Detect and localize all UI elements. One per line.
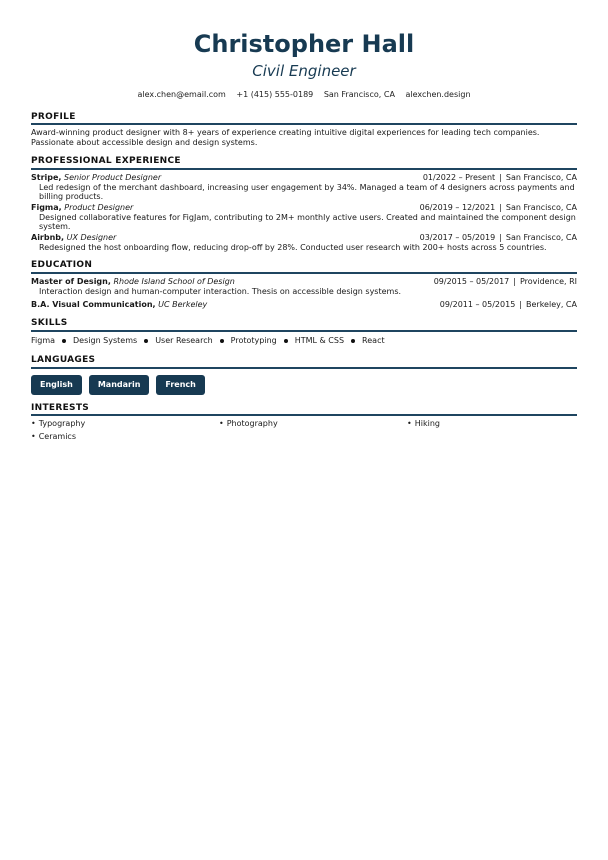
contact-phone: +1 (415) 555-0189 <box>236 90 314 99</box>
resume-header <box>31 0 577 100</box>
interest-item: • Ceramics <box>31 432 219 442</box>
bullet-icon <box>220 339 224 343</box>
skill-item: React <box>362 335 385 345</box>
interest-item: • Photography <box>219 419 407 429</box>
entry-dates: 01/2022 – Present <box>422 173 496 183</box>
entry-description: Led redesign of the merchant dashboard, increasing user engagement by 34%. Managed a team of 4 designers across payments and billing products. <box>39 183 575 202</box>
entry-school: Rhode Island School of Design <box>113 276 235 286</box>
entry-description: Interaction design and human-computer interaction. Thesis on accessible design systems. <box>39 286 402 296</box>
contact-line <box>31 90 577 100</box>
language-badges <box>31 375 577 395</box>
entry-role: Senior Product Designer <box>64 173 162 183</box>
language-badge: Mandarin <box>89 375 150 395</box>
entry-dates: 06/2019 – 12/2021 <box>419 203 496 213</box>
skill-item: Design Systems <box>73 335 138 345</box>
profile-text: Award-winning product designer with 8+ years of experience creating intuitive digital experiences for leading tech companies. Passionate about accessible design and design systems. <box>31 128 540 148</box>
education-entry: Master of Design, Rhode Island School of Design 09/2015 – 05/2017 | Providence, RI Interaction design and human-computer interaction. Thesis on accessible design systems. <box>31 276 577 296</box>
section-heading-skills: SKILLS <box>31 318 577 332</box>
entry-org: Airbnb, <box>31 233 65 243</box>
interest-item: • Hiking <box>407 419 567 429</box>
bullet-icon <box>284 339 288 343</box>
contact-email: alex.chen@email.com <box>137 90 226 99</box>
entry-role: UX Designer <box>66 233 117 243</box>
entry-location: San Francisco, CA <box>505 233 577 243</box>
entry-location: Providence, RI <box>519 276 577 286</box>
entry-location: Berkeley, CA <box>526 299 577 309</box>
entry-description: Designed collaborative features for FigJam, contributing to 2M+ monthly active users. Created and maintained the component design system. <box>39 213 576 232</box>
section-heading-interests: INTERESTS <box>31 403 577 417</box>
skill-item: Prototyping <box>230 335 277 345</box>
skill-item: HTML & CSS <box>294 335 345 345</box>
entry-degree: Master of Design, <box>31 276 111 286</box>
languages-section <box>31 355 577 395</box>
entry-school: UC Berkeley <box>158 299 208 309</box>
entry-role: Product Designer <box>64 203 134 213</box>
entry-description: Redesigned the host onboarding flow, reducing drop-off by 28%. Conducted user research with 200+ hosts across 5 countries. <box>39 243 547 253</box>
entry-org: Figma, <box>31 203 62 213</box>
bullet-icon <box>351 339 355 343</box>
contact-location: San Francisco, CA <box>323 90 395 99</box>
experience-section <box>31 156 577 252</box>
interest-item: • Typography <box>31 419 219 429</box>
entry-location: San Francisco, CA <box>505 173 577 183</box>
entry-dates: 09/2011 – 05/2015 <box>439 299 516 309</box>
entry-degree: B.A. Visual Communication, <box>31 299 156 309</box>
entry-location: San Francisco, CA <box>505 203 577 213</box>
candidate-title: Civil Engineer <box>252 62 356 80</box>
bullet-icon <box>144 339 148 343</box>
contact-website: alexchen.design <box>405 90 471 99</box>
experience-entry: Stripe, Senior Product Designer 01/2022 – Present | San Francisco, CA Led redesign of the merchant dashboard, increasing user engagement by 34%. Managed a team of 4 designers across payments and billing products. <box>31 173 577 202</box>
language-badge: French <box>156 375 204 395</box>
experience-entry: Figma, Product Designer 06/2019 – 12/2021 | San Francisco, CA Designed collaborative features for FigJam, contributing to 2M+ monthly active users. Created and maintained the component design system. <box>31 203 577 232</box>
section-heading-languages: LANGUAGES <box>31 355 577 369</box>
candidate-name: Christopher Hall <box>193 30 415 58</box>
education-section <box>31 260 577 310</box>
profile-section <box>31 112 577 149</box>
interests-section <box>31 403 577 443</box>
interests-list <box>31 419 577 442</box>
skill-item: Figma <box>31 335 56 345</box>
experience-entry: Airbnb, UX Designer 03/2017 – 05/2019 | San Francisco, CA Redesigned the host onboarding flow, reducing drop-off by 28%. Conducted user research with 200+ hosts across 5 countries. <box>31 233 577 253</box>
entry-dates: 03/2017 – 05/2019 <box>419 233 496 243</box>
section-heading-experience: PROFESSIONAL EXPERIENCE <box>31 156 577 170</box>
bullet-icon <box>62 339 66 343</box>
skills-section <box>31 318 577 347</box>
language-badge: English <box>31 375 82 395</box>
section-heading-profile: PROFILE <box>31 112 577 126</box>
entry-org: Stripe, <box>31 173 62 183</box>
section-heading-education: EDUCATION <box>31 260 577 274</box>
skill-item: User Research <box>155 335 213 345</box>
education-entry: B.A. Visual Communication, UC Berkeley 09/2011 – 05/2015 | Berkeley, CA <box>31 299 577 309</box>
skills-list <box>31 335 577 347</box>
entry-dates: 09/2015 – 05/2017 <box>433 276 510 286</box>
